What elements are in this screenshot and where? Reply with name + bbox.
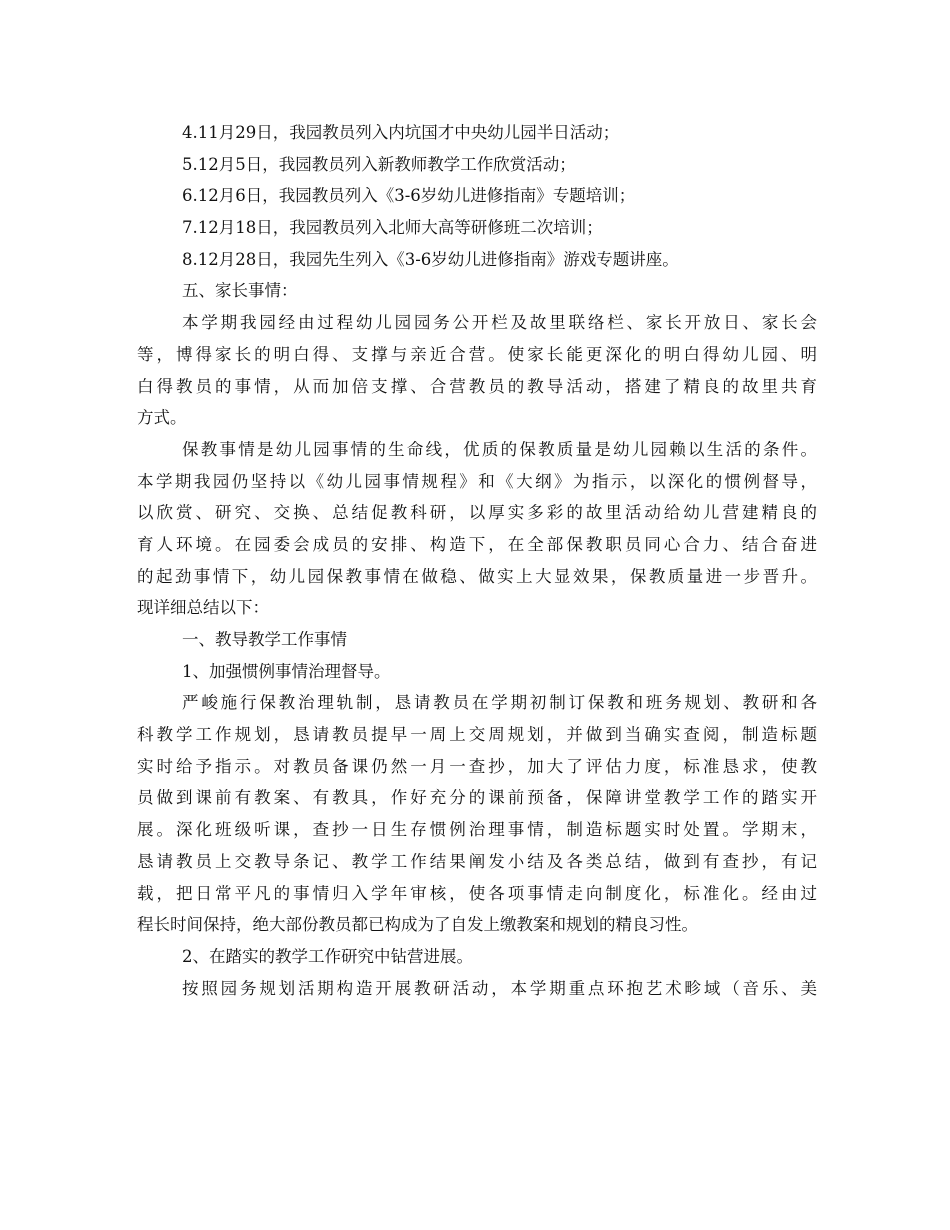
paragraph-line: 4.11月29日，我园教员列入内坑国才中央幼儿园半日活动；: [182, 123, 620, 142]
paragraph-line: 员做到课前有教案、有教具，作好充分的课前预备，保障讲堂教学工作的踏实开: [137, 788, 817, 808]
paragraph-line: 8.12月28日，我园先生列入《3-6岁幼儿进修指南》游戏专题讲座。: [182, 249, 679, 269]
paragraph-line: 载，把日常平凡的事情归入学年审核，使各项事情走向制度化，标准化。经由过: [137, 883, 817, 903]
paragraph-line: 保教事情是幼儿园事情的生命线，优质的保教质量是幼儿园赖以生活的条件。: [182, 439, 817, 459]
document-body: [137, 117, 817, 1004]
paragraph-line: 按照园务规划活期构造开展教研活动，本学期重点环抱艺术畛域（音乐、美: [182, 978, 817, 998]
paragraph-line: 本学期我园仍坚持以《幼儿园事情规程》和《大纲》为指示，以深化的惯例督导，: [137, 471, 817, 491]
paragraph-line: 本学期我园经由过程幼儿园园务公开栏及故里联络栏、家长开放日、家长会: [182, 313, 817, 333]
paragraph-line: 5.12月5日，我园教员列入新教师教学工作欣赏活动；: [182, 154, 576, 174]
paragraph-line: 1、加强惯例事情治理督导。: [182, 661, 391, 681]
paragraph-line: 展。深化班级听课，查抄一日生存惯例治理事情，制造标题实时处置。学期末，: [137, 820, 817, 840]
paragraph-line: 恳请教员上交教导条记、教学工作结果阐发小结及各类总结，做到有查抄，有记: [137, 851, 817, 871]
paragraph-line: 科教学工作规划，恳请教员提早一周上交周规划，并做到当确实查阅，制造标题: [137, 725, 817, 745]
paragraph-line: 白得教员的事情，从而加倍支撑、合营教员的教导活动，搭建了精良的故里共育: [137, 376, 817, 396]
paragraph-line: 实时给予指示。对教员备课仍然一月一查抄，加大了评估力度，标准恳求，使教: [137, 756, 817, 776]
paragraph-line: 严峻施行保教治理轨制，恳请教员在学期初制订保教和班务规划、教研和各: [182, 693, 817, 713]
paragraph-line: 的起劲事情下，幼儿园保教事情在做稳、做实上大显效果，保教质量进一步晋升。: [137, 566, 817, 586]
paragraph-line: 以欣赏、研究、交换、总结促教科研，以厚实多彩的故里活动给幼儿营建精良的: [137, 503, 817, 523]
paragraph-line: 一、教导教学工作事情: [182, 630, 347, 649]
paragraph-line: 等，博得家长的明白得、支撑与亲近合营。使家长能更深化的明白得幼儿园、明: [137, 344, 817, 364]
paragraph-line: 现详细总结以下：: [137, 598, 269, 618]
paragraph-line: 2、在踏实的教学工作研究中钻营进展。: [182, 946, 473, 966]
paragraph-line: 6.12月6日，我园教员列入《3-6岁幼儿进修指南》专题培训；: [182, 186, 636, 206]
paragraph-line: 方式。: [137, 408, 187, 428]
paragraph-line: 程长时间保持，绝大部份教员都已构成为了自发上缴教案和规划的精良习性。: [137, 915, 698, 935]
paragraph-line: 7.12月18日，我园教员列入北师大高等研修班二次培训；: [182, 218, 603, 238]
paragraph-line: 育人环境。在园委会成员的安排、构造下，在全部保教职员同心合力、结合奋进: [137, 534, 817, 554]
paragraph-line: 五、家长事情：: [182, 281, 298, 301]
